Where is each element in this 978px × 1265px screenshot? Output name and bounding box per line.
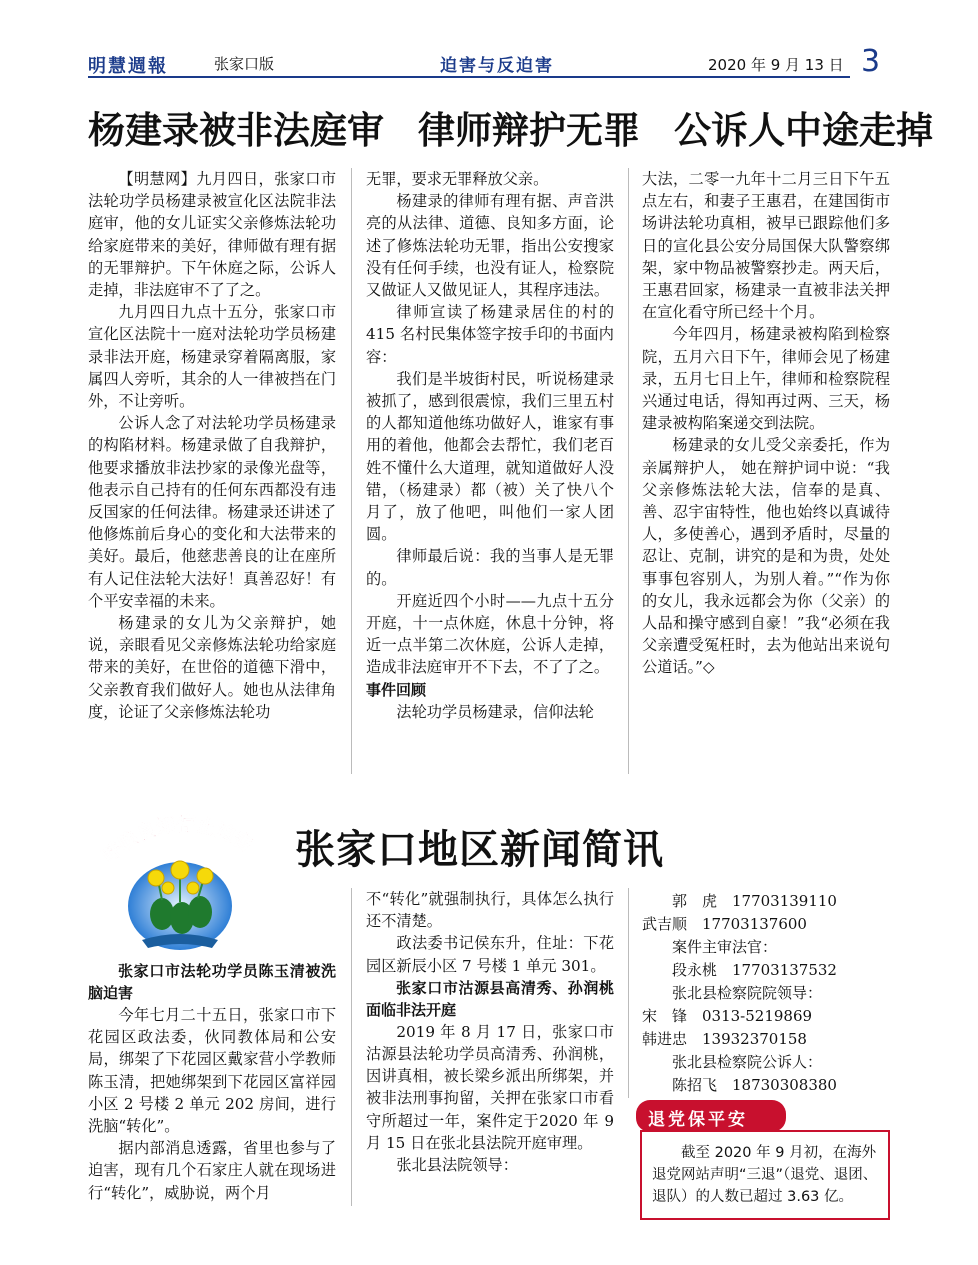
- quit-party-frame: [640, 1130, 890, 1220]
- headline-part-1: 杨建录被非法庭审: [88, 109, 384, 152]
- news-column-2: [366, 888, 614, 1176]
- quit-party-banner: [636, 1100, 786, 1132]
- conscience-badge: [92, 808, 267, 958]
- paragraph: 我们是半坡街村民，听说杨建录被抓了，感到很震惊，我们三里五村的人都知道他练功做好人，谁家有事用的着他，他都会去帮忙，我们老百姓不懂什么大道理，就知道做好人没错，（杨建录）都（被）关了快八个月了，放了他吧，叫他们一家人团圆。: [366, 369, 614, 544]
- contact-line: 段永桃 17703137532: [642, 961, 837, 979]
- paragraph: 杨建录的律师有理有据、声音洪亮的从法律、道德、良知多方面，论述了修炼法轮功无罪，指出公安搜家没有任何手续，也没有证人，检察院又做证人又做见证人，其程序违法。: [366, 192, 614, 300]
- article-column-2: [366, 168, 614, 723]
- issue-date: 2020 年 9 月 13 日: [708, 56, 844, 74]
- header-rule: [88, 76, 850, 78]
- column-divider: [351, 168, 352, 774]
- news-item-title: 张家口市沽源县高清秀、孙润桃面临非法开庭: [366, 978, 614, 1019]
- headline-part-2: 律师辩护无罪: [418, 109, 640, 152]
- news-item-title: 张家口市法轮功学员陈玉清被洗脑迫害: [88, 962, 336, 1002]
- edition-label: 张家口版: [214, 55, 275, 73]
- paragraph: 律师最后说：我的当事人是无罪的。: [366, 547, 614, 588]
- paragraph: 开庭近四个小时——九点十五分开庭，十一点休庭，休息十分钟，将近一点半第二次休庭，公诉人走掉，造成非法庭审开不下去，不了了之。: [366, 591, 614, 677]
- contact-line: 武吉顺 17703137600: [642, 915, 807, 933]
- badge-arc-text: [92, 808, 267, 888]
- contact-line: 宋 锋 0313-5219869: [642, 1007, 813, 1025]
- article-column-3: [642, 168, 890, 679]
- svg-text:呼唤良知停止迫害: 呼唤良知停止迫害: [98, 813, 257, 868]
- paragraph: 杨建录的女儿受父亲委托，作为亲属辩护人， 她在辩护词中说：“我父亲修炼法轮大法，信奉的是真、善、忍宇宙特性，他也始终以真诚待人，多使善心，遇到矛盾时，尽量的忍让、克制，讲究的是和为贵，处处事事包容别人，为别人着。”“作为你的女儿，我永远都会为你（父亲）的人品和操守感到自豪！”我“必须在我父亲遭受冤枉时，去为他站出来说句公道话。”◇: [642, 436, 890, 677]
- paragraph: 杨建录的女儿为父亲辩护，她说，亲眼看见父亲修炼法轮功给家庭带来的美好，在世俗的道德下滑中，父亲教育我们做好人。她也从法律角度，论证了父亲修炼法轮功: [88, 614, 336, 721]
- column-divider: [351, 888, 352, 1206]
- paragraph-continued: 无罪，要求无罪释放父亲。: [366, 170, 549, 188]
- column-divider: [628, 168, 629, 774]
- news-column-1: [88, 960, 336, 1204]
- paragraph: 张北县法院领导：: [396, 1156, 518, 1175]
- paragraph: 今年四月，杨建录被构陷到检察院，五月六日下午，律师会见了杨建录，五月七日上午，律师和检察院程兴通过电话，得知再过两、三天，杨建录被构陷案递交到法院。: [642, 325, 890, 433]
- news-section-title: 张家口地区新闻简讯: [295, 827, 664, 873]
- contact-line: 陈招飞 18730308380: [642, 1076, 837, 1094]
- contact-line: 案件主审法官：: [642, 938, 778, 956]
- paragraph: 法轮功学员杨建录，信仰法轮: [396, 702, 594, 721]
- paragraph: 今年七月二十五日，张家口市下花园区政法委，伙同教体局和公安局，绑架了下花园区戴家营小学教师陈玉清，把她绑架到下花园区富祥园小区 2 号楼 2 单元 202 房间，进行洗脑“转化”。: [88, 1006, 336, 1136]
- paragraph: 九月四日九点十五分，张家口市宣化区法院十一庭对法轮功学员杨建录非法开庭，杨建录穿着隔离服，家属四人旁听，其余的人一律被挡在门外，不让旁听。: [88, 303, 336, 411]
- quit-party-text: 截至 2020 年 9 月初，在海外退党网站声明“三退”（退党、退团、退队）的人数已超过 3.63 亿。: [652, 1145, 878, 1205]
- page-number: 3: [861, 44, 881, 79]
- contact-list: [642, 890, 892, 1097]
- paragraph-continued: 大法，二零一九年十二月三日下午五点左右，和妻子王惠君，在建国街市场讲法轮功真相，被早已跟踪他们多日的宣化县公安分局国保大队警察绑架，家中物品被警察抄走。两天后，王惠君回家，杨建录一直被非法关押在宣化看守所已经十个月。: [642, 170, 890, 322]
- headline-part-3: 公诉人中途走掉: [674, 109, 933, 152]
- paragraph: 据内部消息透露，省里也参与了迫害，现有几个石家庄人就在现场进行“转化”，威胁说，两个月: [88, 1139, 336, 1202]
- main-headline: [88, 100, 933, 154]
- article-column-1: [88, 168, 336, 723]
- contact-line: 张北县检察院公诉人：: [642, 1053, 823, 1071]
- masthead-brand: 明慧週報: [88, 56, 168, 77]
- paragraph: 政法委书记侯东升，住址：下花园区新辰小区 7 号楼 1 单元 301。: [366, 934, 614, 975]
- page-header: [88, 44, 888, 79]
- paragraph: 公诉人念了对法轮功学员杨建录的构陷材料。杨建录做了自我辩护，他要求播放非法抄家的录像光盘等，他表示自己持有的任何东西都没有违反国家的任何法律。杨建录还讲述了他修炼前后身心的变化和大法带来的美好。最后，他慈悲善良的让在座所有人记住法轮大法好！真善忍好！有个平安幸福的未来。: [88, 414, 336, 610]
- contact-line: 张北县检察院院领导：: [642, 984, 823, 1002]
- paragraph: 2019 年 8 月 17 日，张家口市沽源县法轮功学员高清秀、孙润桃，因讲真相，被长梁乡派出所绑架，并被非法刑事拘留，关押在张家口市看守所超过一年，案件定于2020 年 9 月 15 日在张北县法院开庭审理。: [366, 1022, 614, 1152]
- section-title: 迫害与反迫害: [440, 56, 554, 76]
- quit-party-title: 退党保平安: [648, 1110, 748, 1130]
- subhead: 事件回顾: [366, 680, 427, 699]
- column-divider: [628, 888, 629, 1098]
- paragraph: 【明慧网】九月四日，张家口市法轮功学员杨建录被宣化区法院非法庭审，他的女儿证实父亲修炼法轮功给家庭带来的美好，律师做有理有据的无罪辩护。下午休庭之际，公诉人走掉，非法庭审不了了之。: [88, 170, 336, 300]
- contact-line: 郭 虎 17703139110: [642, 892, 837, 910]
- contact-line: 韩进忠 13932370158: [642, 1030, 807, 1048]
- quit-party-box: [636, 1100, 890, 1220]
- paragraph: 律师宣读了杨建录居住的村的415 名村民集体签字按手印的书面内容：: [366, 303, 614, 366]
- paragraph-continued: 不“转化”就强制执行，具体怎么执行还不清楚。: [366, 890, 614, 931]
